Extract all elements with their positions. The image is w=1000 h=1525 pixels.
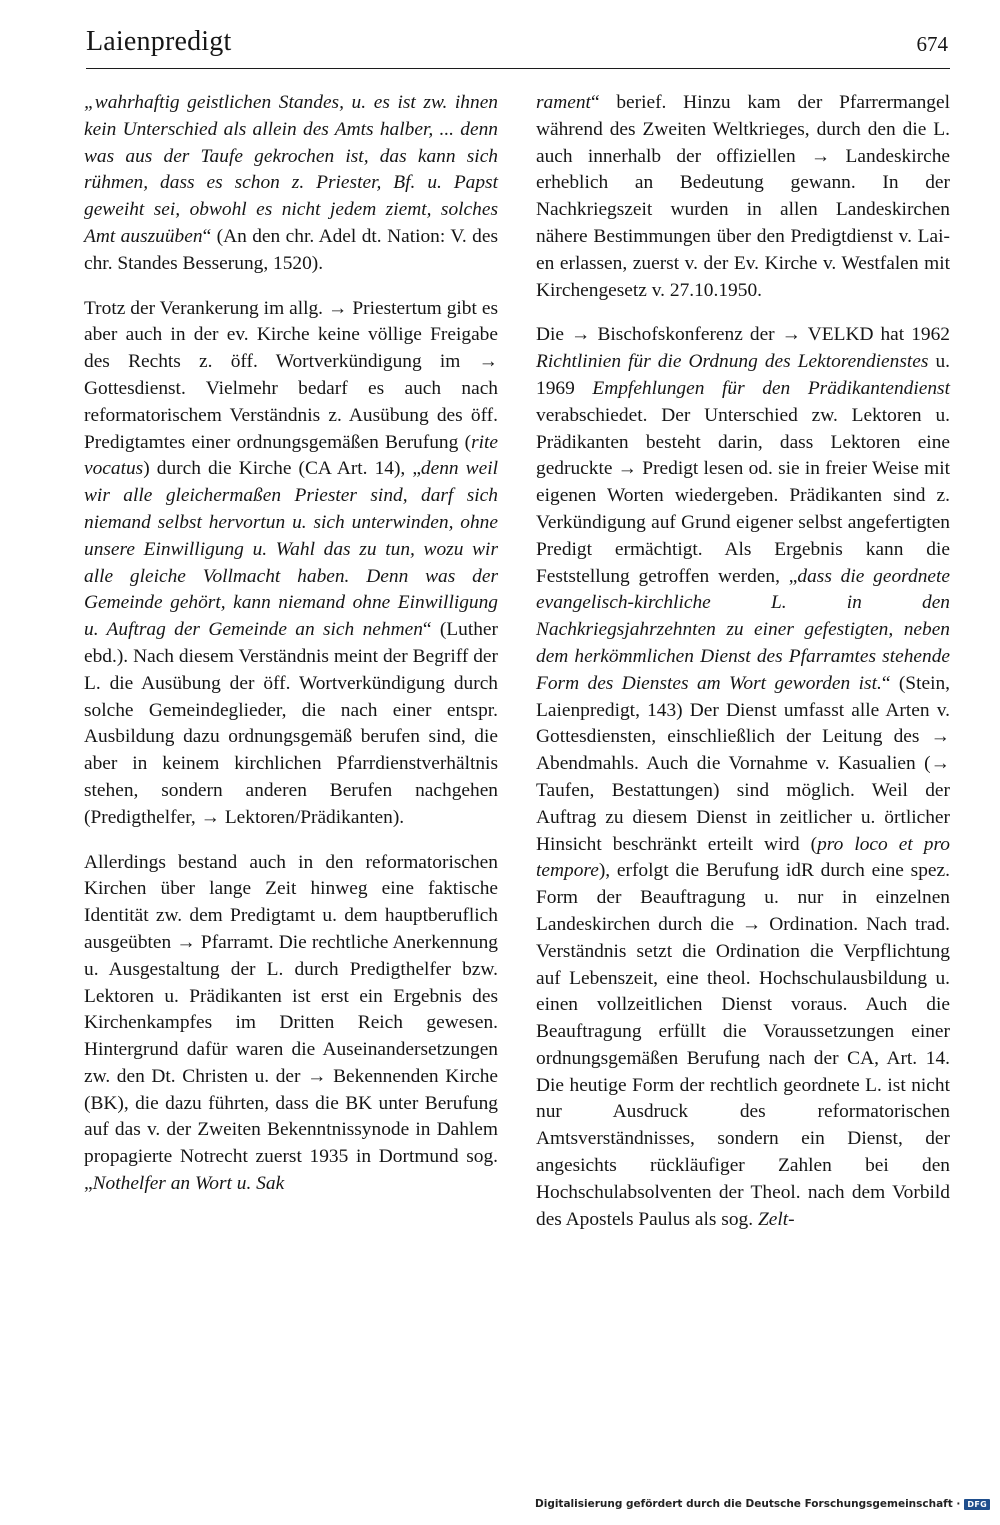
footer: [0, 1498, 990, 1510]
text-run: u. 1969: [536, 351, 951, 399]
italic-run: rite vocatus: [84, 431, 498, 480]
page-header: [86, 22, 950, 69]
italic-run: Nothelfer an Wort u. Sak: [92, 1173, 285, 1195]
italic-run: Richtlinien für die Ordnung des Lektorendienstes: [536, 351, 929, 373]
dfg-logo: DFG: [964, 1499, 990, 1510]
text-run: “ berief. Hinzu kam der Pfarrermangel während des Zweiten Weltkrieges, durch den die L. auch innerhalb der offiziellen → Landeskirche erheblich an Bedeutung gewann. In der Nachkriegszeit wurden in allen Landeskirchen nähere Bestimmungen über den Predigtdienst v. Laien erlassen, zuerst v. der Ev. Kirche v. Westfalen mit Kirchengesetz v. 27.10.1950.: [536, 92, 950, 301]
italic-run: dass die geordnete evangelisch-kirchliche L. in den Nachkriegsjahrzehnten zu einer gefestigten, neben dem herkömmlichen Dienst des Pfarramtes stehende Form des Dienstes am Wort geworden ist.: [536, 565, 950, 694]
text-run: Die → Bischofskonferenz der → VELKD hat 1962: [536, 324, 950, 346]
text-run: Allerdings bestand auch in den reformatorischen Kirchen über lange Zeit hinweg eine faktische Identität zw. dem Predigtamt u. dem hauptberuflich ausgeübten → Pfarramt. Die rechtliche Anerkennung u. Ausgestaltung der L. durch Predigthelfer bzw. Lektoren u. Prädikanten ist erst ein Ergebnis des Kirchenkampfes im Dritten Reich gewesen. Hintergrund dafür waren die Auseinandersetzungen zw. den Dt. Christen u. der → Bekennenden Kirche (BK), die dazu führten, dass die BK unter Berufung auf das v. der Zweiten Bekenntnissynode in Dahlem propagierte Notrecht zuerst 1935 in Dortmund sog. „: [84, 851, 498, 1195]
footer-credit: Digitalisierung gefördert durch die Deutsche Forschungsgemeinschaft ·: [535, 1498, 961, 1510]
running-head: Laienpredigt: [86, 26, 232, 57]
paragraph: [536, 90, 950, 304]
paragraph: [536, 322, 950, 1233]
paragraph: [84, 296, 498, 832]
page-number: 674: [916, 32, 948, 56]
text-run: ) durch die Kirche (CA Art. 14), „: [143, 458, 421, 480]
italic-run: rament: [536, 92, 591, 113]
paragraph: [84, 850, 498, 1198]
italic-run: Empfehlungen für den Prädikantendienst: [592, 377, 950, 399]
text-run: Trotz der Verankerung im allg. → Priestertum gibt es aber auch in der ev. Kirche keine völlige Freigabe des Rechts z. öff. Wortverkündigung im → Gottesdienst. Vielmehr bedarf es auch nach reformatorischem Verständnis z. Ausübung des öff. Predigtamtes einer ordnungsgemäßen Berufung (: [84, 297, 498, 453]
italic-run: „wahrhaftig geistlichen Standes, u. es ist zw. ihnen kein Unterschied als allein des Amts halber, ... denn was aus der Taufe gekrochen ist, das kann sich rühmen, dass es schon z. Priester, Bf. u. Papst geweiht sei, obwohl es nicht jedem ziemt, solches Amt auszuüben: [84, 92, 498, 247]
italic-run: denn weil wir alle gleichermaßen Priester sind, darf sich niemand selbst hervortun u. sich unterwinden, ohne unsere Einwilligung u. Wahl das zu tun, wozu wir alle gleiche Vollmacht haben. Denn was der Gemeinde gehört, kann niemand ohne Einwilligung u. Auftrag der Gemeinde an sich nehmen: [84, 458, 498, 641]
right-column: [536, 90, 950, 1233]
text-run: “ (Stein, Laienpredigt, 143) Der Dienst umfasst alle Arten v. Gottesdiensten, einschließlich der Leitung des → Abendmahls. Auch die Vornahme v. Kasualien (→ Taufen, Bestattungen) sind möglich. Weil der Auftrag zu diesem Dienst in zeitlicher u. örtlicher Hinsicht beschränkt erteilt wird (: [536, 672, 950, 855]
paragraph: [84, 90, 498, 278]
italic-run: pro loco et pro tempore: [536, 833, 951, 882]
text-run: “ (Luther ebd.). Nach diesem Verständnis meint der Begriff der L. die Ausübung der öff. Wortverkündigung durch solche Gemeindeglieder, die nach einer entspr. Ausbildung dazu ordnungsgemäß berufen sind, die aber in keinem kirchlichen Pfarrdienstverhältnis stehen, sondern anderen Berufen nachgehen (Predigthelfer, → Lektoren/Prädikanten).: [84, 619, 498, 828]
italic-run: Zelt-: [757, 1208, 795, 1230]
left-column: [84, 90, 498, 1198]
text-run: verabschiedet. Der Unterschied zw. Lektoren u. Prädikanten besteht darin, dass Lektoren eine gedruckte → Predigt lesen od. sie in freier Weise mit eigenen Worten wiedergeben. Prädikanten sind z. Verkündigung auf Grund eigener selbst angefertigten Predigt ermächtigt. Als Ergebnis kann die Feststellung getroffen werden, „: [536, 404, 950, 587]
text-run: “ (An den chr. Adel dt. Nation: V. des chr. Standes Besserung, 1520).: [84, 225, 498, 274]
text-run: ), erfolgt die Berufung idR durch eine spez. Form der Beauftragung u. nur in einzelnen Landeskirchen durch die → Ordination. Nach trad. Verständnis setzt die Ordination die Verpflichtung auf Lebenszeit, eine theol. Hochschulausbildung u. einen vollzeitlichen Dienst voraus. Auch die Beauftragung erfüllt die Voraussetzungen einer ordnungsgemäßen Berufung nach der CA, Art. 14. Die heutige Form der rechtlich geordnete L. ist nicht nur Ausdruck des reformatorischen Amtsverständnisses, sondern ein Dienst, der angesichts rückläufiger Zahlen bei den Hochschulabsolventen der Theol. nach dem Vorbild des Apostels Paulus als sog.: [536, 860, 950, 1230]
